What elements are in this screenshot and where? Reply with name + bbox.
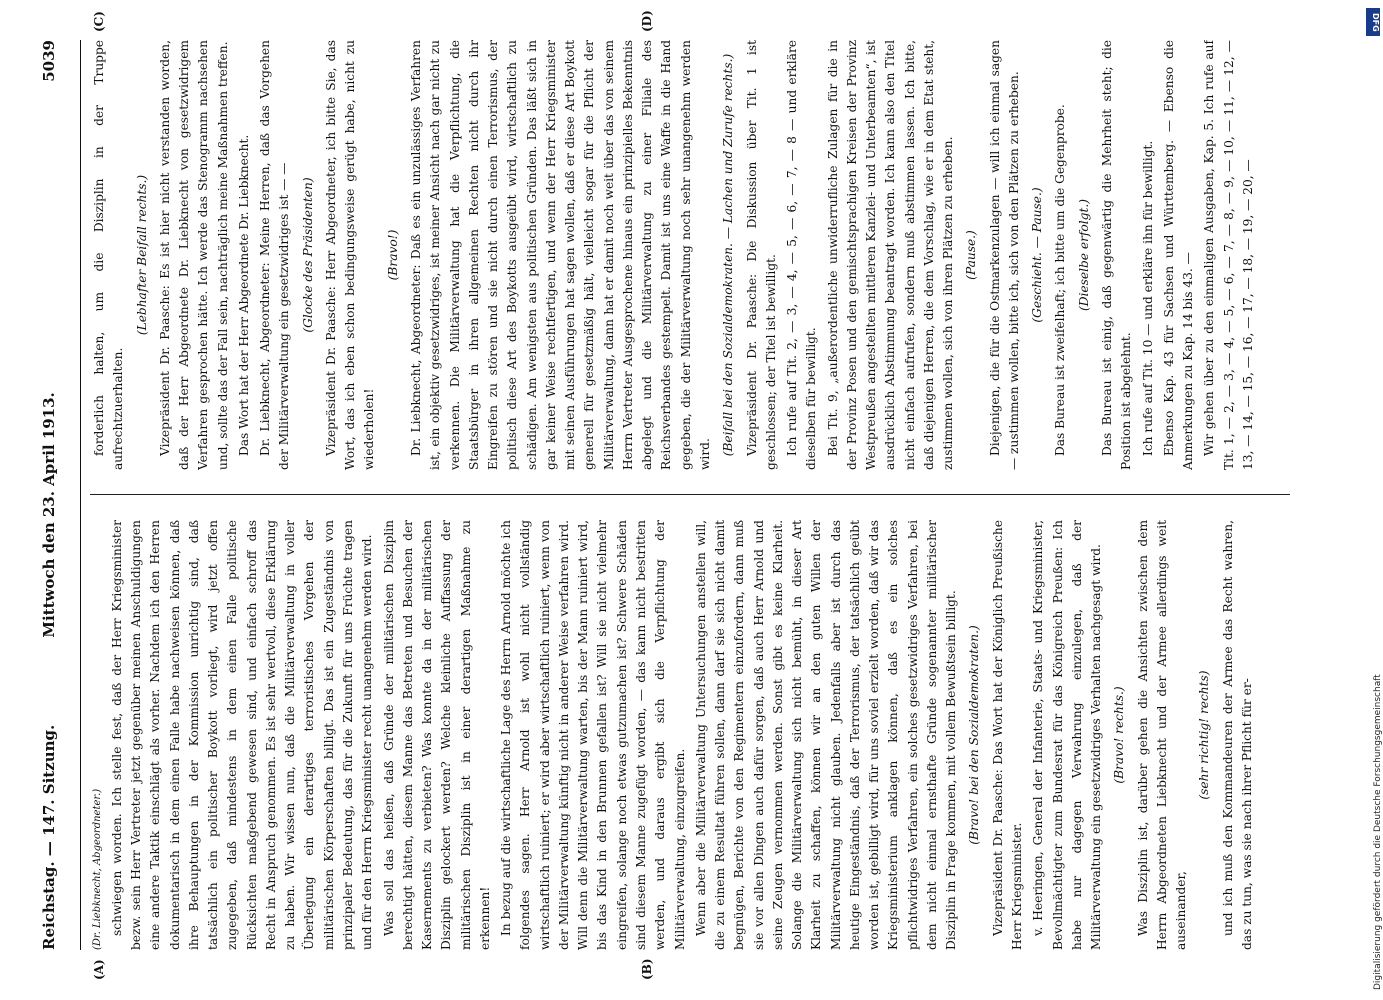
dfg-logo: DFG (1366, 8, 1380, 36)
digitization-credit (1359, 10, 1383, 990)
page-header (20, 40, 81, 950)
interjection: (Geschieht. — Pause.) (1030, 187, 1045, 323)
paragraph: Vizepräsident Dr. Paasche: Herr Abgeordneter, ich bitte Sie, das Wort, das ich eben schon bedingungsweise gerügt habe, nicht zu wiederholen! (323, 40, 377, 470)
paragraph: forderlich halten, um die Disziplin in der Truppe aufrechtzuerhalten. (92, 40, 126, 470)
margin-marker-b: (B) (640, 958, 654, 980)
header-session: Reichstag. — 147. Sitzung. (40, 724, 58, 950)
paragraph: Dr. Liebknecht, Abgeordneter: Meine Herren, daß das Vorgehen der Militärverwaltung ein gesetzwidriges ist — — (258, 40, 292, 470)
paragraph: Ebenso Kap. 43 für Sachsen und Württemberg. — Ebenso die Anmerkungen zu Kap. 14 bis 43. — (1161, 40, 1196, 470)
paragraph: Ich rufe auf Tit. 10 — und erkläre ihn für bewilligt. (1140, 140, 1155, 456)
header-date-page (40, 40, 58, 638)
speaker-note: (Dr. Liebknecht, Abgeordneter.) (92, 788, 103, 950)
paragraph: schwiegen worden. Ich stelle fest, daß der Herr Kriegsminister bezw. sein Herr Vertreter jetzt gegenüber meinen Anschuldigungen eine andere Taktik einschlägt als vorher. Nachdem ich den Herren dokumentarisch in dem einen Falle habe nachweisen können, daß ihre Behauptungen in der Kommission unrichtig sind, daß tatsächlich ein politischer Boykott vorliegt, wird jetzt offen zugegeben, daß mindestens in dem einen Falle politische Rücksichten maßgebend gewesen sind, und einfach schroff das Recht in Anspruch genommen. Es ist sehr wertvoll, diese Erklärung zu haben. Wir wissen nun, daß die Militärverwaltung in voller Überlegung ein derartiges terroristisches Vorgehen der militärischen Körperschaften billigt. Das ist ein Zugeständnis von prinzipaler Bedeutung, das für die Zukunft für uns Früchte tragen und für den Herrn Kriegsminister recht unangenehm werden wird. (109, 520, 375, 950)
paragraph: Das Wort hat der Herr Abgeordnete Dr. Liebknecht. (236, 134, 251, 456)
paragraph: Das Bureau ist zweifelhaft; ich bitte um die Gegenprobe. (1053, 104, 1068, 456)
paragraph: In bezug auf die wirtschaftliche Lage des Herrn Arnold möchte ich folgendes sagen. Herr Arnold ist wohl nicht vollständig wirtschaftlich ruiniert; er wird aber wirtschaftlich ruiniert, wenn von der Militärverwaltung künftig nicht in anderer Weise verfahren wird. Will denn die Militärverwaltung warten, bis der Mann ruiniert wird, bis das Kind in den Brunnen gefallen ist? Will sie nicht vielmehr eingreifen, solange noch etwas gutzumachen ist? Schwere Schäden sind diesem Manne zugefügt worden, — das kann nicht bestritten werden, und daraus ergibt sich die Verpflichtung der Militärverwaltung, einzugreifen. (499, 520, 687, 950)
paragraph: Dr. Liebknecht, Abgeordneter: Daß es ein unzulässiges Verfahren ist, ein objektiv gesetzwidriges, ist meiner Ansicht nach gar nicht zu verkennen. Die Militärverwaltung hat die Verpflichtung, die Staatsbürger in ihren allgemeinen Rechten nicht durch ihr Eingreifen zu stören und sie nicht durch einen Terrorismus, der politisch diese Art des Boykotts ausgeübt wird, wirtschaftlich zu schädigen. Am wenigsten aus politischen Gründen. Das läßt sich in gar keiner Weise rechtfertigen, und wenn der Herr Kriegsminister mit seinen Ausführungen hat sagen wollen, daß er diese Art Boykott generell für gesetzmäßig hält, vielleicht sogar für die Pflicht der Militärverwaltung, dann hat er damit noch weit über das von seinem Herrn Vertreter Ausgesprochene hinaus ein prinzipielles Bekenntnis abgelegt und die Militärverwaltung zu einer Filiale des Reichsverbandes gestempelt. Damit ist uns eine Waffe in die Hand gegeben, die der Militärverwaltung noch sehr unangenehm werden wird. (408, 40, 712, 470)
paragraph: Wir gehen über zu den einmaligen Ausgaben, Kap. 5. Ich rufe auf Tit. 1, — 2, — 3, — 4, — 5, — 6, — 7, — 8, — 9, — 10, — 11, — 12, — 13, — 14, — 15, — 16, — 17, — 18, — 19, — 20, — (1202, 40, 1255, 470)
margin-marker-a: (A) (92, 959, 106, 980)
interjection: (Bravo! bei den Sozialdemokraten.) (967, 625, 982, 845)
paragraph: Was soll das heißen, daß Gründe der militärischen Disziplin berechtigt hätten, diesem Manne das Betreten und Besuchen der Kasernements zu verbieten? Was konnte da in der militärischen Disziplin gelockert werden? Welche kleinliche Auffassung der militärischen Disziplin ist in einer derartigen Maßnahme zu erkennen! (381, 520, 492, 950)
paragraph: Wenn aber die Militärverwaltung Untersuchungen anstellen will, die zu einem Resultat führen sollen, dann darf sie sich nicht damit begnügen, Berichte von den Regimentern einzufordern, dann muß sie vor allen Dingen auch dafür sorgen, daß auch Herr Arnold und seine Zeugen vernommen werden. Sonst gibt es keine Klarheit. Solange die Militärverwaltung sich nicht bemüht, in dieser Art Klarheit zu schaffen, können wir an den guten Willen der Militärverwaltung nicht glauben. Jedenfalls aber ist durch das heutige Eingeständnis, daß der Terrorismus, der tatsächlich geübt worden ist, gebilligt wird, für uns soviel erzielt worden, daß wir das Kriegsministerium anklagen können, daß es ein solches pflichtwidriges Verfahren, ein solches gesetzwidriges Verfahren, bei dem nicht einmal ernsthafte Gründe sogenannter militärischer Disziplin in Frage kommen, mit vollem Bewußtsein billigt. (693, 520, 959, 950)
margin-marker-d: (D) (640, 10, 654, 32)
paragraph: Vizepräsident Dr. Paasche: Es ist hier nicht verstanden worden, daß der Herr Abgeordnete Dr. Liebknecht von gesetzwidrigem Verfahren gesprochen hätte. Ich werde das Stenogramm nachsehen und, sollte das der Fall sein, nachträglich meine Maßnahmen treffen. (157, 40, 230, 470)
interjection: (Dieselbe erfolgt.) (1076, 199, 1091, 312)
interjection: (Pause.) (964, 230, 979, 280)
paragraph: Was Disziplin ist, darüber gehen die Ansichten zwischen dem Herrn Abgeordneten Liebknecht und der Armee allerdings weit auseinander, (1135, 520, 1189, 950)
paragraph: Vizepräsident Dr. Paasche: Die Diskussion über Tit. 1 ist geschlossen; der Titel ist bewilligt. (744, 40, 778, 470)
text-column-right (90, 40, 1300, 470)
rotated-page (20, 0, 1310, 1000)
interjection: (Beifall bei den Sozialdemokraten. — Lachen und Zurufe rechts.) (721, 53, 736, 457)
interjection: (Glocke des Präsidenten) (300, 177, 315, 333)
paragraph: Vizepräsident Dr. Paasche: Das Wort hat der Königlich Preußische Herr Kriegsminister. (990, 520, 1025, 950)
interjection: (Lebhafter Beifall rechts.) (134, 174, 149, 336)
interjection: (Bravo! rechts.) (1112, 686, 1127, 784)
paragraph: Das Bureau ist einig, daß gegenwärtig die Mehrheit steht; die Position ist abgelehnt. (1100, 40, 1134, 470)
paragraph: Ich rufe auf Tit. 2, — 3, — 4, — 5, — 6, — 7, — 8 — und erkläre dieselben für bewilligt. (785, 40, 819, 470)
paragraph: und ich muß den Kommandeuren der Armee das Recht wahren, das zu tun, was sie nach ihrer Pflicht für er- (1220, 520, 1254, 950)
paragraph: Diejenigen, die für die Ostmarkenzulagen — will ich einmal sagen — zustimmen wollen, bitte ich, sich von den Plätzen zu erheben. (987, 40, 1021, 470)
digitization-credit-text: Digitalisierung gefördert durch die Deutsche Forschungsgemeinschaft (1373, 674, 1383, 990)
paragraph: Bei Tit. 9, „außerordentliche unwiderrufliche Zulagen für die in der Provinz Posen und den gemischtsprachigen Kreisen der Provinz Westpreußen angestellten mittleren Kanzlei- und Unterbeamten“, ist ausdrücklich Abstimmung beantragt worden. Ich kann also den Titel nicht einfach aufrufen, sondern muß abstimmen lassen. Ich bitte, daß diejenigen Herren, die dem Vorschlag, wie er in dem Etat steht, zustimmen wollen, sich von ihren Plätzen zu erheben. (825, 40, 956, 470)
text-column-left (90, 520, 1300, 950)
column-divider (90, 494, 1290, 495)
margin-marker-c: (C) (92, 11, 106, 32)
header-date: Mittwoch den 23. April 1913. (40, 392, 58, 638)
page-number: 5039 (40, 40, 58, 82)
paragraph: v. Heeringen, General der Infanterie, Staats- und Kriegsminister, Bevollmächtigter zum Bundesrat für das Königreich Preußen: Ich habe nur dagegen Verwahrung einzulegen, daß der Militärverwaltung ein gesetzwidriges Verhalten nachgesagt wird. (1031, 520, 1104, 950)
interjection: (sehr richtig! rechts) (1197, 670, 1212, 800)
interjection: (Bravo!) (385, 229, 400, 281)
